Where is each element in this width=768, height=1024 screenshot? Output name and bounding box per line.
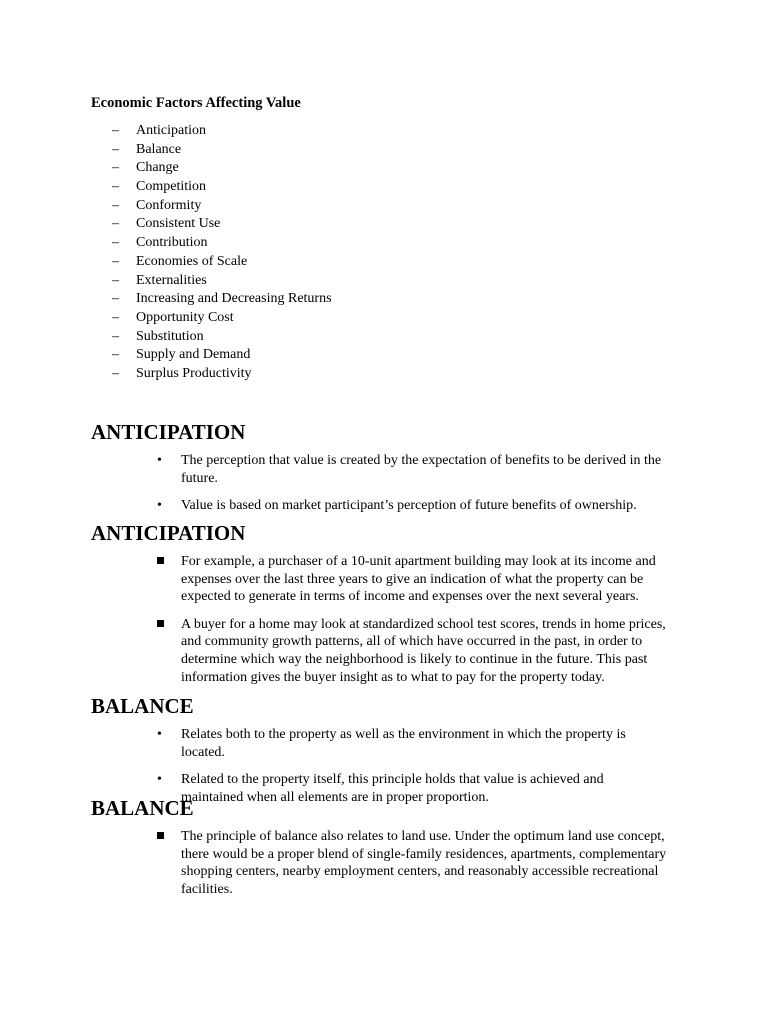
list-item xyxy=(112,178,332,197)
section-balance-1 xyxy=(91,694,691,806)
bullet-list xyxy=(91,452,691,515)
list-item xyxy=(91,828,691,898)
section-heading: ANTICIPATION xyxy=(91,420,246,444)
dash-marker: – xyxy=(112,347,119,363)
list-item xyxy=(91,553,691,606)
list-item xyxy=(91,726,691,761)
factor-label: Opportunity Cost xyxy=(136,309,234,325)
factor-label: Consistent Use xyxy=(136,216,221,232)
list-item xyxy=(112,122,332,141)
dash-marker: – xyxy=(112,197,119,213)
list-item xyxy=(112,346,332,365)
factor-list xyxy=(112,122,332,384)
dash-marker: – xyxy=(112,179,119,195)
square-bullet-icon xyxy=(157,553,171,571)
dash-marker: – xyxy=(112,328,119,344)
list-item xyxy=(91,497,691,515)
list-item xyxy=(112,253,332,272)
dash-marker: – xyxy=(112,309,119,325)
section-anticipation-1 xyxy=(91,420,691,515)
square-bullet-icon xyxy=(157,616,171,634)
bullet-dot-icon: • xyxy=(157,727,162,742)
list-item xyxy=(112,365,332,384)
bullet-dot-icon: • xyxy=(157,453,162,468)
section-heading: ANTICIPATION xyxy=(91,521,246,545)
section-heading: BALANCE xyxy=(91,694,194,718)
bullet-list xyxy=(91,726,691,806)
list-item xyxy=(112,328,332,347)
factor-label: Supply and Demand xyxy=(136,347,251,363)
list-item xyxy=(112,215,332,234)
bullet-text: Relates both to the property as well as the environment in which the property is located. xyxy=(181,727,626,760)
list-item xyxy=(112,272,332,291)
dash-marker: – xyxy=(112,253,119,269)
dash-marker: – xyxy=(112,235,119,251)
factor-label: Competition xyxy=(136,179,206,195)
dash-marker: – xyxy=(112,123,119,138)
bullet-text: Related to the property itself, this principle holds that value is achieved and maintained when all elements are in proper proportion. xyxy=(181,772,604,805)
dash-marker: – xyxy=(112,141,119,157)
list-item xyxy=(112,234,332,253)
dash-marker: – xyxy=(112,272,119,288)
bullet-text: The principle of balance also relates to land use. Under the optimum land use concept, there would be a proper blend of single-family residences, apartments, complementary shopping centers, nearby employment centers, and reasonably accessible recreational facilities. xyxy=(181,829,667,897)
list-item xyxy=(112,141,332,160)
bullet-dot-icon: • xyxy=(157,772,162,788)
list-item xyxy=(91,616,691,686)
dash-marker: – xyxy=(112,216,119,232)
bullet-text: A buyer for a home may look at standardized school test scores, trends in home prices, and community growth patterns, all of which have occurred in the past, in order to determine which way the neighborhood is likely to continue in the future. This past information gives the buyer insight as to what to pay for the property today. xyxy=(181,616,666,685)
factor-label: Substitution xyxy=(136,328,204,344)
factor-label: Change xyxy=(136,160,179,176)
bullet-dot-icon: • xyxy=(157,498,162,514)
section-balance-2 xyxy=(91,796,691,898)
factor-label: Balance xyxy=(136,141,182,157)
list-item xyxy=(112,197,332,216)
bullet-text: For example, a purchaser of a 10-unit apartment building may look at its income and expenses over the last three years to give an indication of what the property can be expected to generate in terms of income and expenses over the next several years. xyxy=(181,554,656,605)
section-heading: BALANCE xyxy=(91,796,194,820)
factor-label: Conformity xyxy=(136,197,202,213)
bullet-list xyxy=(91,828,691,898)
factor-label: Anticipation xyxy=(136,123,206,138)
bullet-text: The perception that value is created by the expectation of benefits to be derived in the future. xyxy=(181,453,662,486)
factor-label: Increasing and Decreasing Returns xyxy=(136,291,332,307)
list-item xyxy=(112,290,332,309)
section-anticipation-2 xyxy=(91,521,691,686)
dash-marker: – xyxy=(112,291,119,307)
dash-marker: – xyxy=(112,160,119,176)
list-item xyxy=(91,452,691,487)
factor-label: Surplus Productivity xyxy=(136,365,252,381)
square-bullet-icon xyxy=(157,828,171,846)
list-item xyxy=(112,309,332,328)
factor-label: Economies of Scale xyxy=(136,253,248,269)
list-item xyxy=(112,159,332,178)
page-title: Economic Factors Affecting Value xyxy=(91,95,301,111)
factor-label: Contribution xyxy=(136,235,208,251)
bullet-text: Value is based on market participant’s perception of future benefits of ownership. xyxy=(181,498,637,514)
bullet-list xyxy=(91,553,691,686)
dash-marker: – xyxy=(112,365,119,381)
factor-label: Externalities xyxy=(136,272,207,288)
